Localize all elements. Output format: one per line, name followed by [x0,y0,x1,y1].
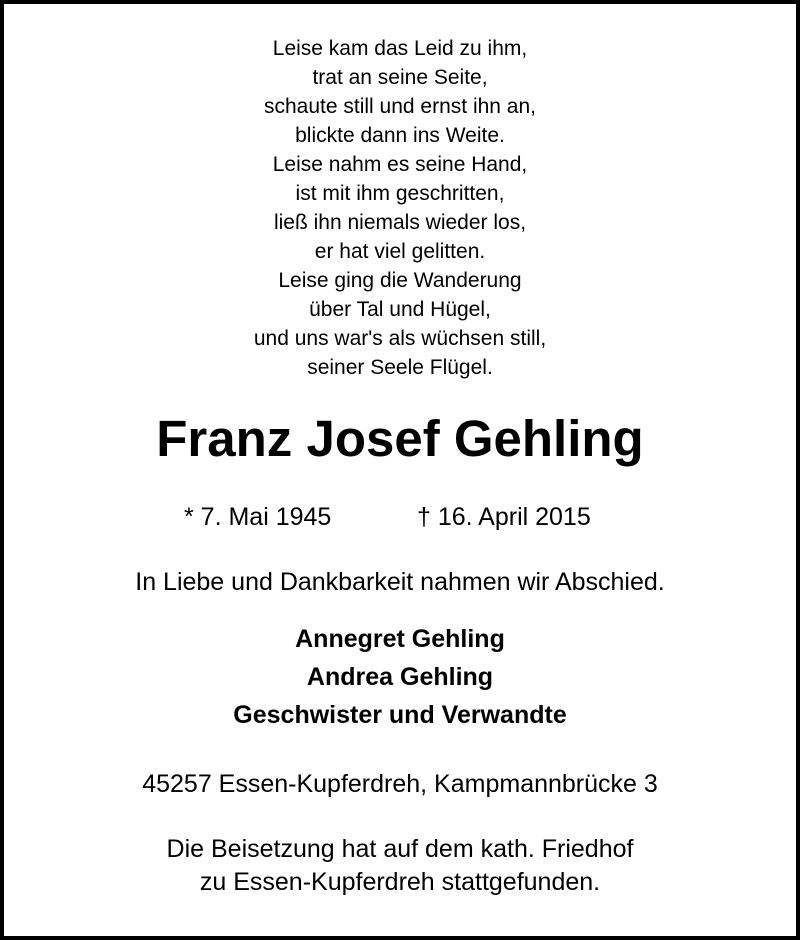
birth-date: * 7. Mai 1945 [184,503,332,531]
poem-line: ist mit ihm geschritten, [295,182,505,205]
burial-line: zu Essen-Kupferdreh stattgefunden. [199,868,601,896]
poem-line: ließ ihn niemals wieder los, [273,211,527,234]
poem-line: und uns war's als wüchsen still, [253,327,547,350]
poem [4,34,796,382]
mourner-name: Andrea Gehling [306,663,494,691]
address: 45257 Essen-Kupferdreh, Kampmannbrücke 3 [142,770,658,798]
poem-line: seiner Seele Flügel. [307,356,493,379]
poem-line: er hat viel gelitten. [314,240,486,263]
burial-line: Die Beisetzung hat auf dem kath. Friedhof [166,835,634,863]
mourners-list [4,620,796,734]
farewell-text: In Liebe und Dankbarkeit nahmen wir Abschied. [135,568,665,596]
burial-notice [4,833,796,899]
poem-line: schaute still und ernst ihn an, [264,95,536,118]
poem-line: über Tal und Hügel, [309,298,491,321]
poem-line: Leise kam das Leid zu ihm, [272,37,528,60]
deceased-name: Franz Josef Gehling [156,410,644,467]
poem-line: Leise ging die Wanderung [278,269,522,292]
mourner-name: Geschwister und Verwandte [233,701,567,729]
mourner-name: Annegret Gehling [295,625,505,653]
poem-line: trat an seine Seite, [312,66,488,89]
poem-line: Leise nahm es seine Hand, [272,153,528,176]
poem-line: blickte dann ins Weite. [295,124,505,147]
death-date: † 16. April 2015 [417,503,591,531]
